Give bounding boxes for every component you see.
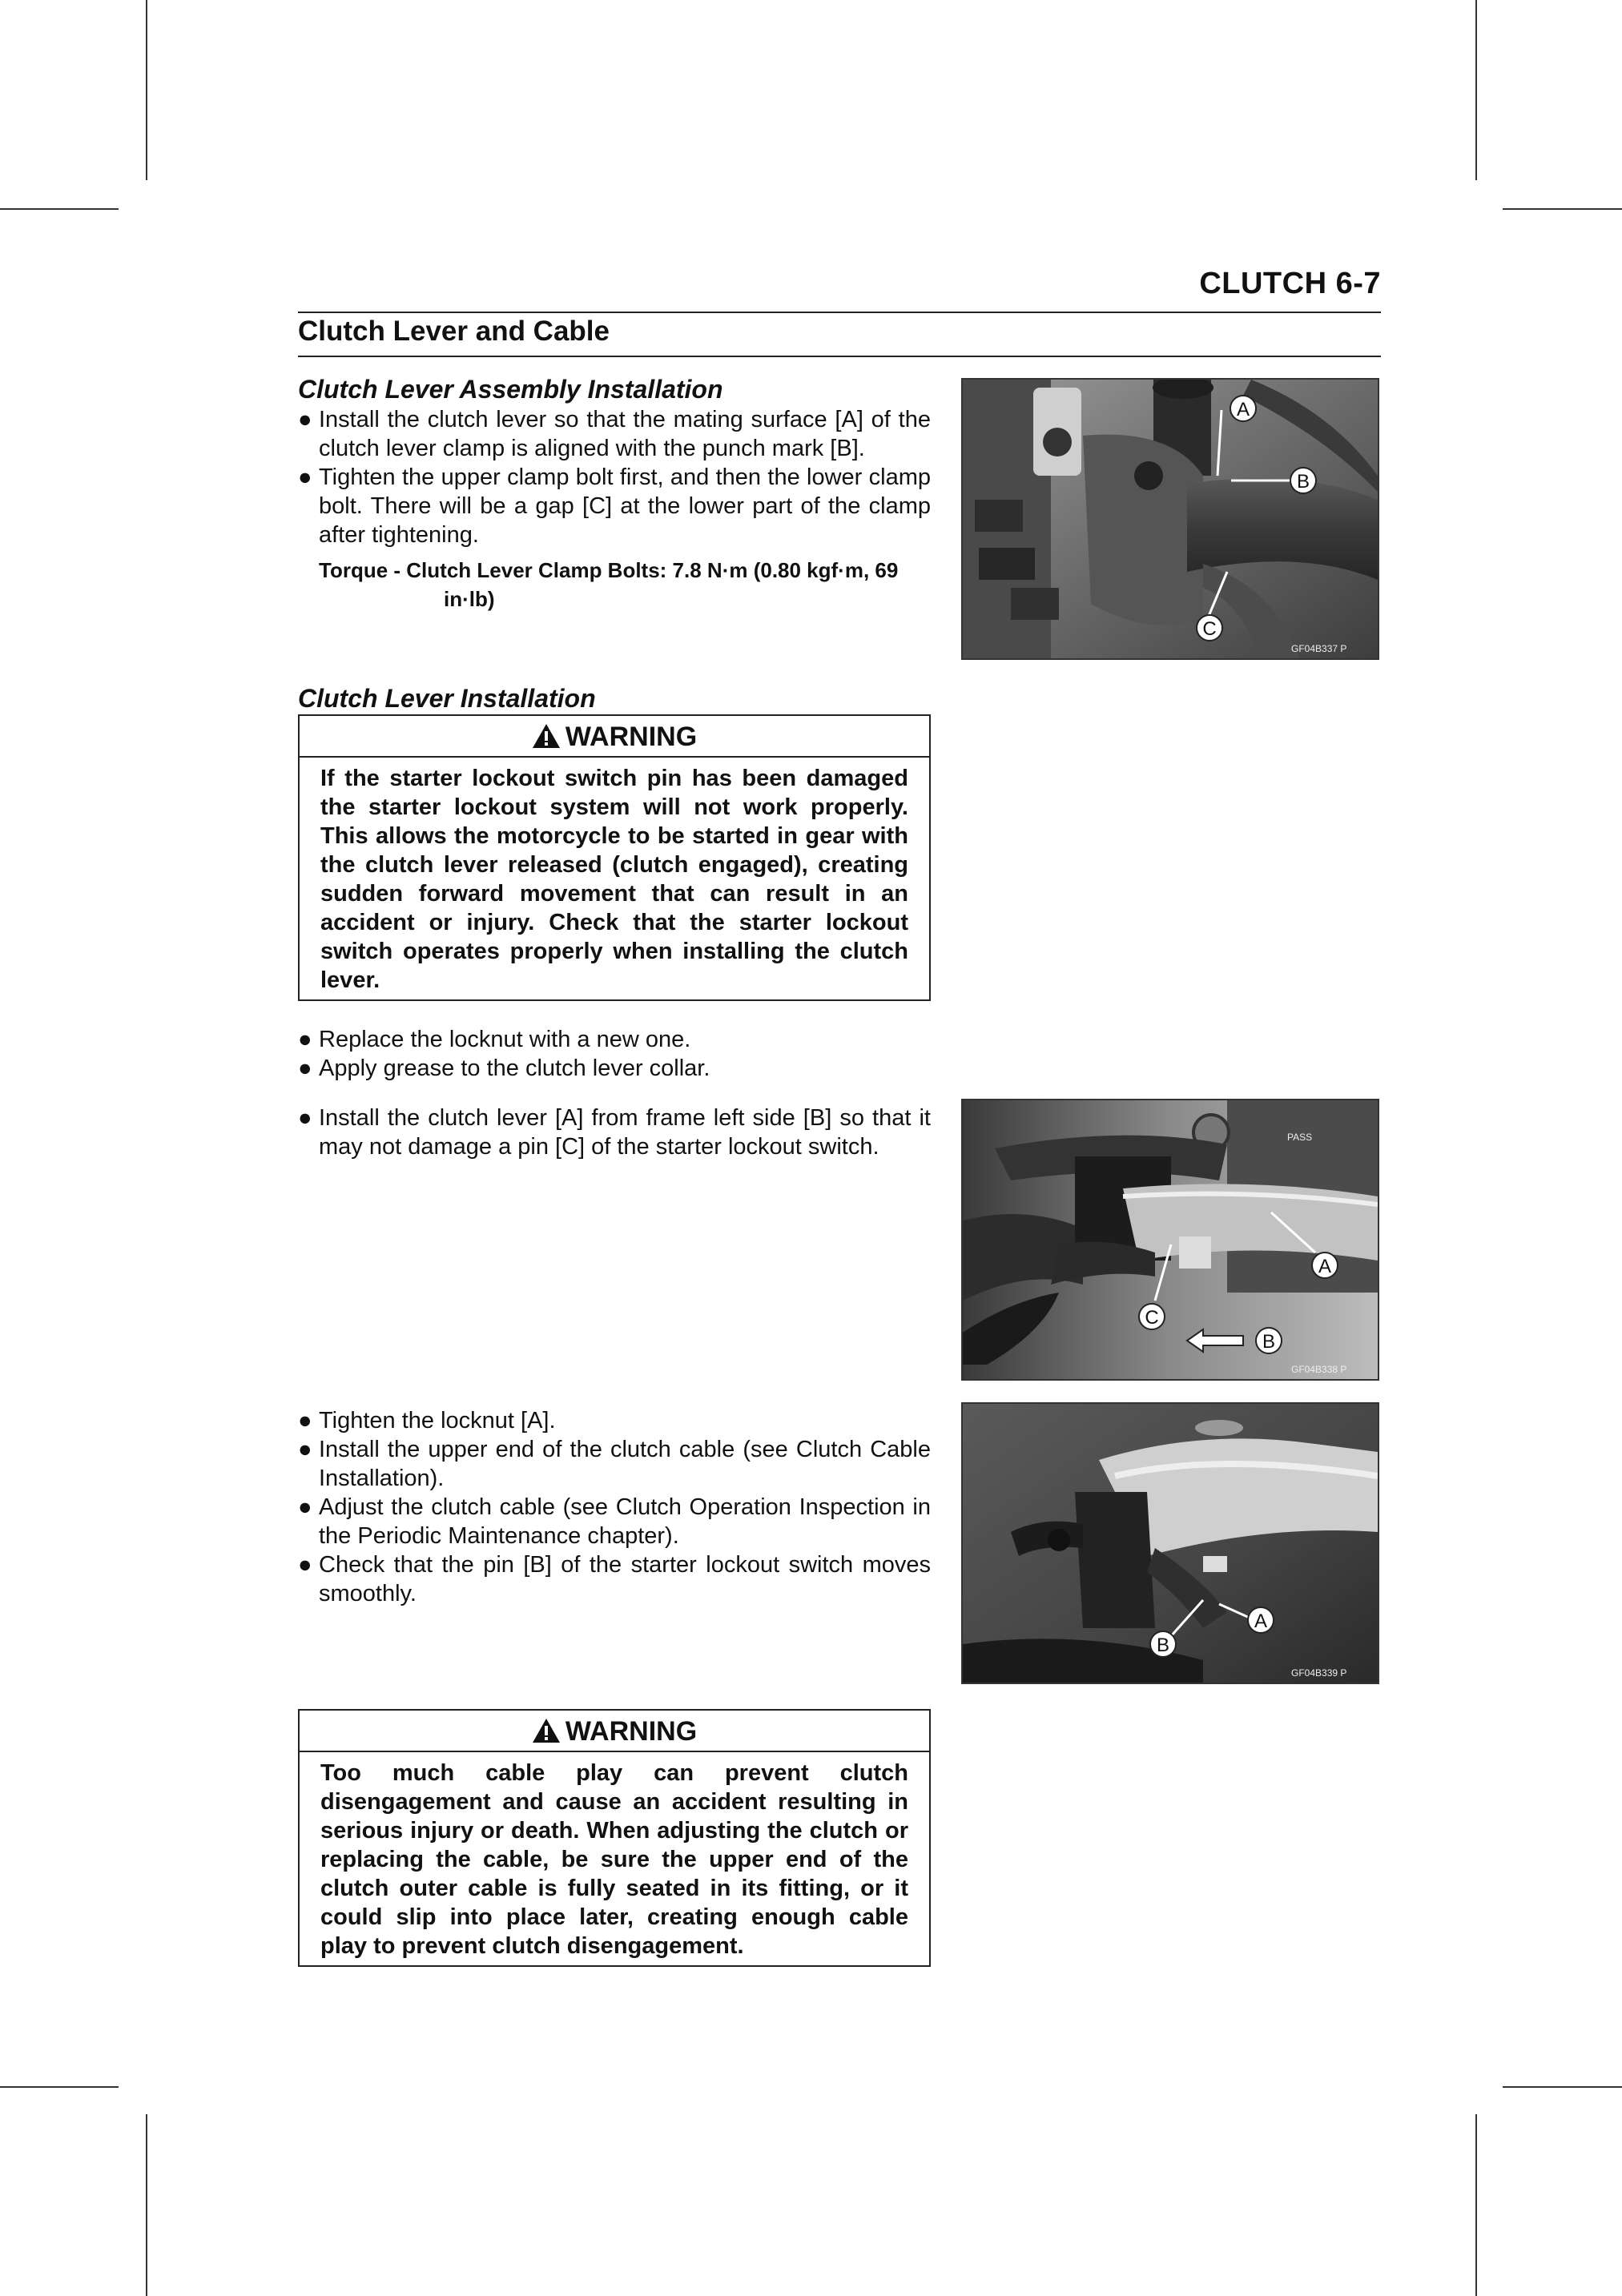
- bullet-icon: ●: [298, 407, 312, 432]
- bullet-icon: ●: [298, 1105, 312, 1131]
- warning-text: If the starter lockout switch pin has been damaged the starter lockout system will not work properly. This allows the motorcycle to be started in gear with the clutch lever released (clutch engaged), creating sudden forward movement that can result in an accident or injury. Check that the starter lockout switch operates properly when installing the clutch lever.: [320, 766, 908, 993]
- figure-clutch-lever-clamp: [961, 378, 1379, 660]
- figure-code: GF04B339 P: [1291, 1667, 1347, 1679]
- figure-code: GF04B338 P: [1291, 1364, 1347, 1375]
- list-item: ● Install the upper end of the clutch cable (see Clutch Cable Installation).: [298, 1437, 931, 1491]
- list-item: ● Tighten the locknut [A].: [298, 1408, 556, 1433]
- crop-mark: [1503, 208, 1622, 210]
- lever-bullets-c: [298, 1406, 931, 1608]
- crop-mark: [1503, 2086, 1622, 2088]
- crop-mark: [146, 0, 147, 180]
- bullet-icon: ●: [298, 1494, 312, 1520]
- lever-section: [298, 682, 931, 714]
- bullet-icon: ●: [298, 1408, 312, 1433]
- assembly-heading: Clutch Lever Assembly Installation: [298, 375, 723, 404]
- lever-heading: Clutch Lever Installation: [298, 684, 596, 713]
- warning-header: WARNING: [300, 716, 929, 758]
- torque-spec: Torque - Clutch Lever Clamp Bolts: 7.8 N·m (0.80 kgf·m, 69 in·lb): [319, 558, 899, 611]
- bullet-icon: ●: [298, 1027, 312, 1052]
- crop-mark: [0, 2086, 119, 2088]
- figure-clutch-lever-install: [961, 1099, 1379, 1381]
- figure-switch-text: PASS: [1287, 1132, 1313, 1143]
- bullet-icon: ●: [298, 464, 312, 490]
- list-item: ● Apply grease to the clutch lever collar.: [298, 1056, 710, 1081]
- crop-mark: [0, 208, 119, 210]
- warning-triangle-icon: [532, 1718, 561, 1743]
- figure-code: GF04B337 P: [1291, 643, 1347, 654]
- warning-box: [298, 714, 931, 1001]
- figure-label: B: [1296, 471, 1310, 493]
- list-item: ● Adjust the clutch cable (see Clutch Operation Inspection in the Periodic Maintenance chapter).: [298, 1494, 931, 1549]
- figure-label: A: [1236, 399, 1250, 420]
- crop-mark: [146, 2114, 147, 2296]
- section-title: Clutch Lever and Cable: [298, 316, 610, 347]
- page-header: [298, 267, 1381, 315]
- list-item: ● Install the clutch lever so that the mating surface [A] of the clutch lever clamp is aligned with the punch mark [B].: [298, 407, 931, 461]
- crop-mark: [1475, 0, 1477, 180]
- figure-locknut: [961, 1402, 1379, 1684]
- list-item: ● Tighten the upper clamp bolt first, and then the lower clamp bolt. There will be a gap [C] at the lower part of the clamp after tightening.: [298, 464, 931, 548]
- header-rule: [298, 312, 1381, 313]
- warning-box: [298, 1709, 931, 1967]
- section-rule: [298, 356, 1381, 357]
- page-number: CLUTCH 6-7: [1199, 267, 1381, 300]
- figure-label: C: [1202, 618, 1217, 640]
- warning-triangle-icon: [532, 723, 561, 749]
- warning-header: WARNING: [300, 1711, 929, 1752]
- figure-label: B: [1156, 1635, 1170, 1656]
- figure-label: C: [1145, 1307, 1159, 1329]
- list-item: ● Replace the locknut with a new one.: [298, 1027, 691, 1052]
- list-item: ● Check that the pin [B] of the starter lockout switch moves smoothly.: [298, 1552, 931, 1606]
- figure-label: A: [1254, 1610, 1268, 1632]
- figure-label: A: [1318, 1256, 1332, 1277]
- bullet-icon: ●: [298, 1552, 312, 1578]
- list-item: ● Install the clutch lever [A] from frame left side [B] so that it may not damage a pin [C] of the starter lockout switch.: [298, 1105, 931, 1160]
- figure-label: B: [1262, 1331, 1276, 1353]
- bullet-icon: ●: [298, 1437, 312, 1462]
- lever-bullets-a: [298, 1025, 931, 1083]
- bullet-icon: ●: [298, 1056, 312, 1081]
- crop-mark: [1475, 2114, 1477, 2296]
- assembly-section: [298, 373, 931, 613]
- warning-text: Too much cable play can prevent clutch disengagement and cause an accident resulting in serious injury or death. When adjusting the clutch or replacing the cable, be sure the upper end of the clutch outer cable is fully seated in its fitting, or it could slip into place later, creating enough cable play to prevent clutch disengagement.: [320, 1760, 908, 1959]
- lever-bullets-b: [298, 1104, 931, 1161]
